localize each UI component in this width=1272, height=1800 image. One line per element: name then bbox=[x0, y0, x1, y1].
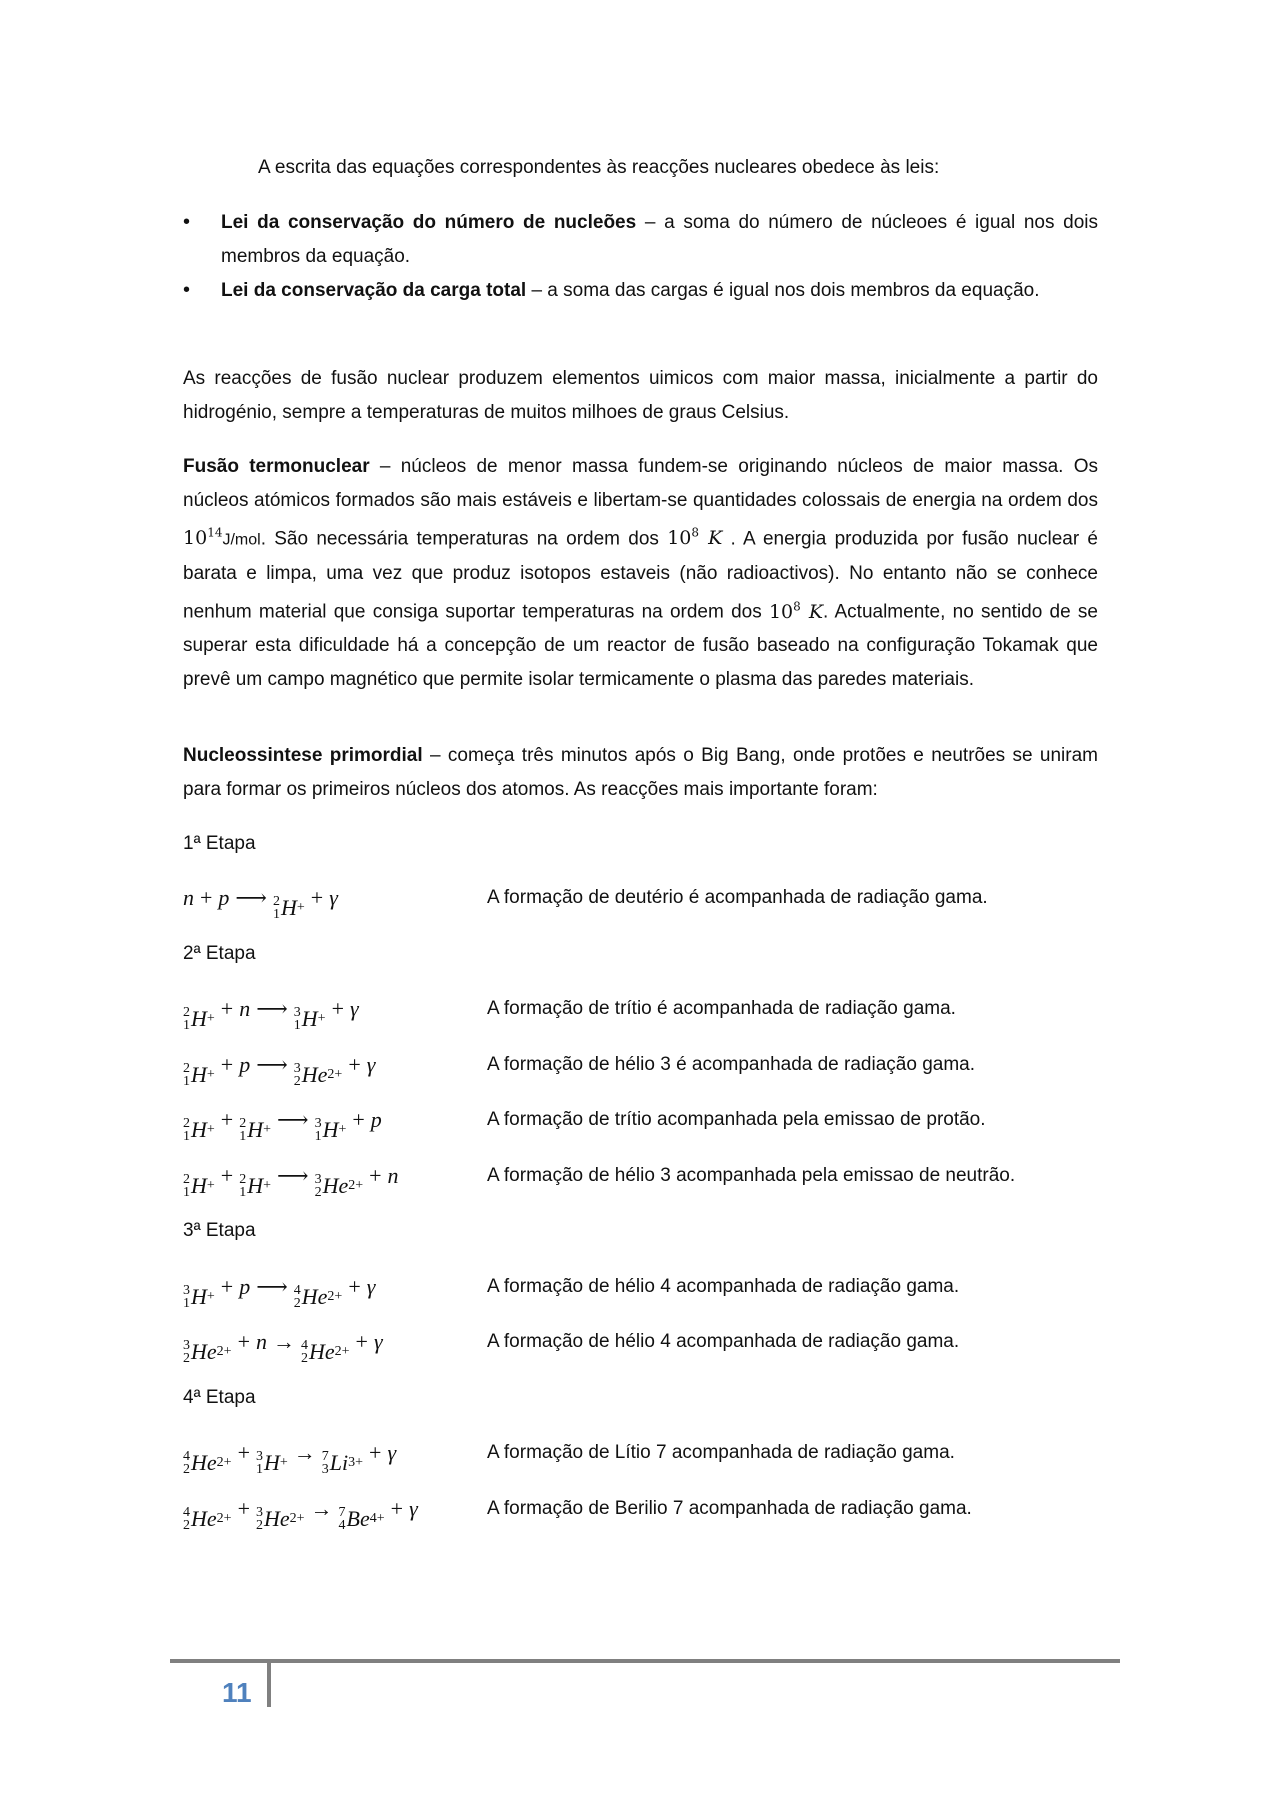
reaction-equation bbox=[183, 1103, 382, 1144]
element-symbol: H bbox=[191, 1117, 207, 1142]
term-title: Fusão termonuclear bbox=[183, 456, 370, 477]
operator: + bbox=[220, 1163, 234, 1188]
atomic-number: 1 bbox=[183, 1296, 190, 1311]
particle: n bbox=[239, 996, 251, 1021]
particle: γ bbox=[409, 1496, 418, 1521]
charge: + bbox=[338, 1122, 347, 1137]
mass-number: 4 bbox=[293, 1283, 301, 1298]
mass-number: 3 bbox=[293, 1061, 301, 1076]
mass-number: 4 bbox=[183, 1449, 190, 1464]
nuclide bbox=[301, 1335, 350, 1369]
operator: → bbox=[293, 1440, 316, 1465]
nuclide bbox=[183, 1002, 215, 1036]
atomic-number: 2 bbox=[293, 1296, 301, 1311]
nuclide-numbers bbox=[273, 895, 280, 921]
reaction-equation bbox=[183, 1492, 418, 1533]
operator: + bbox=[220, 1107, 234, 1132]
particle: γ bbox=[366, 1052, 376, 1077]
operator: + bbox=[220, 996, 234, 1021]
nuclide bbox=[256, 1446, 288, 1480]
element-symbol: H bbox=[280, 895, 297, 920]
nuclide-numbers bbox=[256, 1506, 263, 1532]
atomic-number: 2 bbox=[183, 1462, 190, 1477]
mass-number: 3 bbox=[255, 1505, 263, 1520]
mass-number: 2 bbox=[239, 1116, 247, 1131]
atomic-number: 1 bbox=[183, 1129, 190, 1144]
base: 10 bbox=[768, 600, 794, 623]
bullet-law-charge bbox=[183, 274, 1098, 308]
element-symbol: He bbox=[191, 1450, 217, 1475]
mass-number: 2 bbox=[183, 1005, 190, 1020]
mass-number: 3 bbox=[183, 1338, 190, 1353]
operator: ⟶ bbox=[256, 996, 288, 1021]
operator: + bbox=[237, 1496, 250, 1521]
text: – começa três minutos após o Big Bang, onde protões e neutrões se uniram para formar os primeiros núcleos dos atomos. As reacções mais importante foram: bbox=[183, 745, 1099, 800]
nuclide-numbers bbox=[239, 1117, 246, 1143]
atomic-number: 1 bbox=[239, 1185, 247, 1200]
particle: p bbox=[239, 1052, 251, 1077]
atomic-number: 1 bbox=[255, 1462, 263, 1477]
reaction-equation bbox=[183, 881, 338, 922]
thermonuclear-paragraph bbox=[183, 450, 1098, 696]
atomic-number: 1 bbox=[183, 1185, 190, 1200]
charge: + bbox=[263, 1178, 272, 1193]
operator: + bbox=[369, 1440, 382, 1465]
charge: + bbox=[206, 1067, 215, 1082]
nuclide bbox=[183, 1502, 232, 1536]
operator: → bbox=[310, 1496, 333, 1521]
nuclide-numbers bbox=[183, 1339, 190, 1365]
nuclide-numbers bbox=[183, 1284, 190, 1310]
law-title: Lei da conservação da carga total bbox=[221, 280, 527, 301]
bullet-icon: • bbox=[183, 211, 191, 233]
nuclide-numbers bbox=[294, 1284, 301, 1310]
power bbox=[769, 601, 823, 623]
charge: + bbox=[206, 1289, 215, 1304]
element-symbol: H bbox=[247, 1173, 264, 1198]
mass-number: 3 bbox=[314, 1116, 322, 1131]
nuclide bbox=[183, 1335, 232, 1369]
law-text: – a soma do número de núcleoes é igual nos dois membros da equação. bbox=[221, 212, 1099, 267]
reaction-equation bbox=[183, 1270, 376, 1311]
operator: ⟶ bbox=[235, 885, 267, 910]
element-symbol: H bbox=[191, 1062, 207, 1087]
atomic-number: 1 bbox=[272, 907, 280, 922]
atomic-number: 3 bbox=[321, 1462, 329, 1477]
operator: + bbox=[369, 1163, 382, 1188]
mass-number: 3 bbox=[314, 1172, 322, 1187]
charge: 4+ bbox=[369, 1511, 385, 1526]
mass-number: 3 bbox=[293, 1005, 301, 1020]
fusion-paragraph: As reacções de fusão nuclear produzem elementos uimicos com maior massa, inicialmente a partir do hidrogénio, sempre a temperaturas de muitos milhoes de graus Celsius. bbox=[183, 368, 1098, 423]
charge: + bbox=[279, 1455, 288, 1470]
operator: + bbox=[237, 1329, 250, 1354]
footer-rule bbox=[170, 1659, 1120, 1663]
charge: + bbox=[206, 1011, 215, 1026]
nuclide-numbers bbox=[183, 1506, 190, 1532]
atomic-number: 2 bbox=[183, 1351, 190, 1366]
element-symbol: He bbox=[191, 1506, 217, 1531]
mass-number: 3 bbox=[183, 1283, 190, 1298]
atomic-number: 2 bbox=[255, 1518, 263, 1533]
nuclide bbox=[315, 1169, 364, 1203]
operator: + bbox=[348, 1274, 361, 1299]
term-title: Nucleossintese primordial bbox=[183, 745, 423, 766]
nuclide-numbers bbox=[315, 1173, 322, 1199]
element-symbol: He bbox=[191, 1339, 217, 1364]
atomic-number: 1 bbox=[183, 1018, 190, 1033]
atomic-number: 4 bbox=[338, 1518, 346, 1533]
stage-label: 1ª Etapa bbox=[183, 833, 256, 854]
reaction-description: A formação de hélio 3 acompanhada pela emissao de neutrão. bbox=[487, 1165, 1016, 1186]
nuclide bbox=[183, 1113, 215, 1147]
nuclide bbox=[294, 1280, 343, 1314]
mass-number: 2 bbox=[183, 1116, 190, 1131]
intro-text: A escrita das equações correspondentes às reacções nucleares obedece às leis: bbox=[258, 157, 940, 178]
element-symbol: H bbox=[247, 1117, 264, 1142]
base: 10 bbox=[183, 527, 208, 550]
operator: + bbox=[200, 885, 213, 910]
atomic-number: 1 bbox=[183, 1074, 190, 1089]
particle: γ bbox=[366, 1274, 376, 1299]
reaction-equation bbox=[183, 1048, 376, 1089]
reaction-description: A formação de Berilio 7 acompanhada de radiação gama. bbox=[487, 1498, 972, 1519]
nuclide-numbers bbox=[183, 1450, 190, 1476]
particle: n bbox=[387, 1163, 399, 1188]
element-symbol: He bbox=[301, 1284, 328, 1309]
reaction-equation bbox=[183, 1159, 399, 1200]
charge: 2+ bbox=[216, 1511, 232, 1526]
particle: γ bbox=[349, 996, 359, 1021]
mass-number: 7 bbox=[321, 1449, 329, 1464]
particle: p bbox=[218, 885, 230, 910]
charge: 2+ bbox=[334, 1344, 350, 1359]
reaction-description: A formação de hélio 4 acompanhada de radiação gama. bbox=[487, 1276, 960, 1297]
element-symbol: He bbox=[263, 1506, 290, 1531]
particle: γ bbox=[329, 885, 338, 910]
law-text: – a soma das cargas é igual nos dois membros da equação. bbox=[526, 280, 1040, 301]
element-symbol: H bbox=[191, 1173, 207, 1198]
nuclide-numbers bbox=[183, 1173, 190, 1199]
base: 10 bbox=[667, 527, 692, 550]
nuclide-numbers bbox=[183, 1062, 190, 1088]
nuclide bbox=[273, 891, 305, 925]
charge: + bbox=[206, 1122, 215, 1137]
mass-number: 2 bbox=[183, 1061, 190, 1076]
power bbox=[667, 527, 722, 549]
charge: + bbox=[296, 900, 305, 915]
nuclide-numbers bbox=[239, 1173, 246, 1199]
unit: J/mol bbox=[222, 531, 261, 549]
nuclide bbox=[239, 1113, 271, 1147]
nuclide bbox=[183, 1058, 215, 1092]
operator: ⟶ bbox=[277, 1163, 309, 1188]
element-symbol: H bbox=[191, 1284, 207, 1309]
nuclide bbox=[294, 1058, 343, 1092]
mass-number: 3 bbox=[255, 1449, 263, 1464]
reaction-description: A formação de Lítio 7 acompanhada de radiação gama. bbox=[487, 1442, 955, 1463]
stage-label: 3ª Etapa bbox=[183, 1220, 256, 1241]
element-symbol: Li bbox=[329, 1450, 349, 1475]
operator: + bbox=[220, 1052, 234, 1077]
bullet-icon: • bbox=[183, 279, 191, 301]
atomic-number: 2 bbox=[300, 1351, 308, 1366]
atomic-number: 1 bbox=[314, 1129, 322, 1144]
nuclide bbox=[322, 1446, 363, 1480]
charge: 2+ bbox=[289, 1511, 305, 1526]
element-symbol: H bbox=[301, 1006, 318, 1031]
nuclide bbox=[315, 1113, 347, 1147]
mass-number: 4 bbox=[183, 1505, 190, 1520]
nuclide-numbers bbox=[256, 1450, 263, 1476]
nuclide-numbers bbox=[301, 1339, 308, 1365]
reaction-description: A formação de hélio 4 acompanhada de radiação gama. bbox=[487, 1331, 960, 1352]
bullet-law-nucleons bbox=[183, 206, 1099, 273]
element-symbol: H bbox=[263, 1450, 280, 1475]
nuclide bbox=[183, 1446, 232, 1480]
operator: + bbox=[348, 1052, 361, 1077]
reaction-description: A formação de trítio acompanhada pela emissao de protão. bbox=[487, 1109, 986, 1130]
nuclide bbox=[239, 1169, 271, 1203]
element-symbol: He bbox=[301, 1062, 328, 1087]
reaction-description: A formação de trítio é acompanhada de radiação gama. bbox=[487, 998, 956, 1019]
charge: 2+ bbox=[327, 1289, 343, 1304]
element-symbol: H bbox=[191, 1006, 207, 1031]
element-symbol: He bbox=[322, 1173, 349, 1198]
operator: + bbox=[237, 1440, 250, 1465]
atomic-number: 1 bbox=[239, 1129, 247, 1144]
unit: K bbox=[808, 600, 824, 623]
power bbox=[183, 527, 222, 549]
mass-number: 2 bbox=[239, 1172, 247, 1187]
reaction-equation bbox=[183, 1436, 397, 1477]
nuclide bbox=[183, 1169, 215, 1203]
element-symbol: H bbox=[322, 1117, 339, 1142]
operator: ⟶ bbox=[256, 1052, 288, 1077]
text: – núcleos de menor massa fundem-se originando núcleos de maior massa. Os núcleos atómicos formados são mais estáveis e libertam-se quantidades colossais de energia na ordem dos bbox=[183, 456, 1099, 511]
nuclide-numbers bbox=[315, 1117, 322, 1143]
nuclide-numbers bbox=[294, 1006, 301, 1032]
charge: + bbox=[317, 1011, 326, 1026]
nuclide bbox=[183, 1280, 215, 1314]
charge: 2+ bbox=[327, 1067, 343, 1082]
particle: n bbox=[183, 885, 194, 910]
footer-divider bbox=[267, 1661, 271, 1707]
nuclide bbox=[294, 1002, 326, 1036]
operator: + bbox=[331, 996, 344, 1021]
particle: γ bbox=[387, 1440, 397, 1465]
stage-label: 2ª Etapa bbox=[183, 943, 256, 964]
element-symbol: Be bbox=[346, 1506, 370, 1531]
charge: + bbox=[263, 1122, 272, 1137]
operator: + bbox=[220, 1274, 234, 1299]
element-symbol: He bbox=[308, 1339, 335, 1364]
operator: → bbox=[272, 1329, 295, 1354]
reaction-description: A formação de hélio 3 é acompanhada de radiação gama. bbox=[487, 1054, 975, 1075]
operator: + bbox=[390, 1496, 404, 1521]
mass-number: 2 bbox=[272, 894, 280, 909]
operator: ⟶ bbox=[277, 1107, 309, 1132]
exponent: 8 bbox=[691, 526, 700, 540]
unit: K bbox=[708, 527, 723, 550]
mass-number: 2 bbox=[183, 1172, 190, 1187]
page-number: 11 bbox=[222, 1677, 252, 1708]
text: . São necessária temperaturas na ordem dos bbox=[260, 528, 668, 550]
atomic-number: 2 bbox=[314, 1185, 322, 1200]
operator: + bbox=[352, 1107, 365, 1132]
exponent: 8 bbox=[793, 599, 801, 614]
particle: n bbox=[255, 1329, 267, 1354]
reaction-equation bbox=[183, 1325, 383, 1366]
charge: + bbox=[206, 1178, 215, 1193]
atomic-number: 2 bbox=[293, 1074, 301, 1089]
mass-number: 7 bbox=[338, 1505, 346, 1520]
charge: 2+ bbox=[216, 1344, 232, 1359]
law-title: Lei da conservação do número de nucleões bbox=[221, 212, 637, 233]
nuclide-numbers bbox=[183, 1006, 190, 1032]
particle: p bbox=[239, 1274, 251, 1299]
nuclide-numbers bbox=[339, 1506, 346, 1532]
charge: 2+ bbox=[216, 1455, 232, 1470]
mass-number: 4 bbox=[300, 1338, 308, 1353]
reaction-equation bbox=[183, 992, 359, 1033]
nuclide-numbers bbox=[322, 1450, 329, 1476]
charge: 3+ bbox=[348, 1455, 364, 1470]
exponent: 14 bbox=[207, 526, 223, 540]
nuclide-numbers bbox=[294, 1062, 301, 1088]
particle: p bbox=[370, 1107, 382, 1132]
reaction-description: A formação de deutério é acompanhada de radiação gama. bbox=[487, 887, 988, 908]
atomic-number: 2 bbox=[183, 1518, 190, 1533]
stage-label: 4ª Etapa bbox=[183, 1387, 256, 1408]
operator: + bbox=[355, 1329, 368, 1354]
operator: + bbox=[310, 885, 324, 910]
atomic-number: 1 bbox=[293, 1018, 301, 1033]
text: . A energia produzida por fusão nuclear é barata e limpa, uma vez que produz isotopos estaveis (não radioactivos). No entanto não se conhece nenhum material que consiga suportar temperaturas na ordem dos bbox=[183, 528, 1098, 623]
operator: ⟶ bbox=[256, 1274, 288, 1299]
particle: γ bbox=[373, 1329, 383, 1354]
nuclide bbox=[339, 1502, 385, 1536]
nucleosynthesis-paragraph bbox=[183, 739, 1098, 806]
nuclide bbox=[256, 1502, 305, 1536]
charge: 2+ bbox=[348, 1178, 364, 1193]
nuclide-numbers bbox=[183, 1117, 190, 1143]
text: . Actualmente, no sentido de se superar esta dificuldade há a concepção de um reactor de fusão baseado na configuração Tokamak que prevê um campo magnético que permite isolar termicamente o plasma das paredes materiais. bbox=[183, 601, 1098, 690]
